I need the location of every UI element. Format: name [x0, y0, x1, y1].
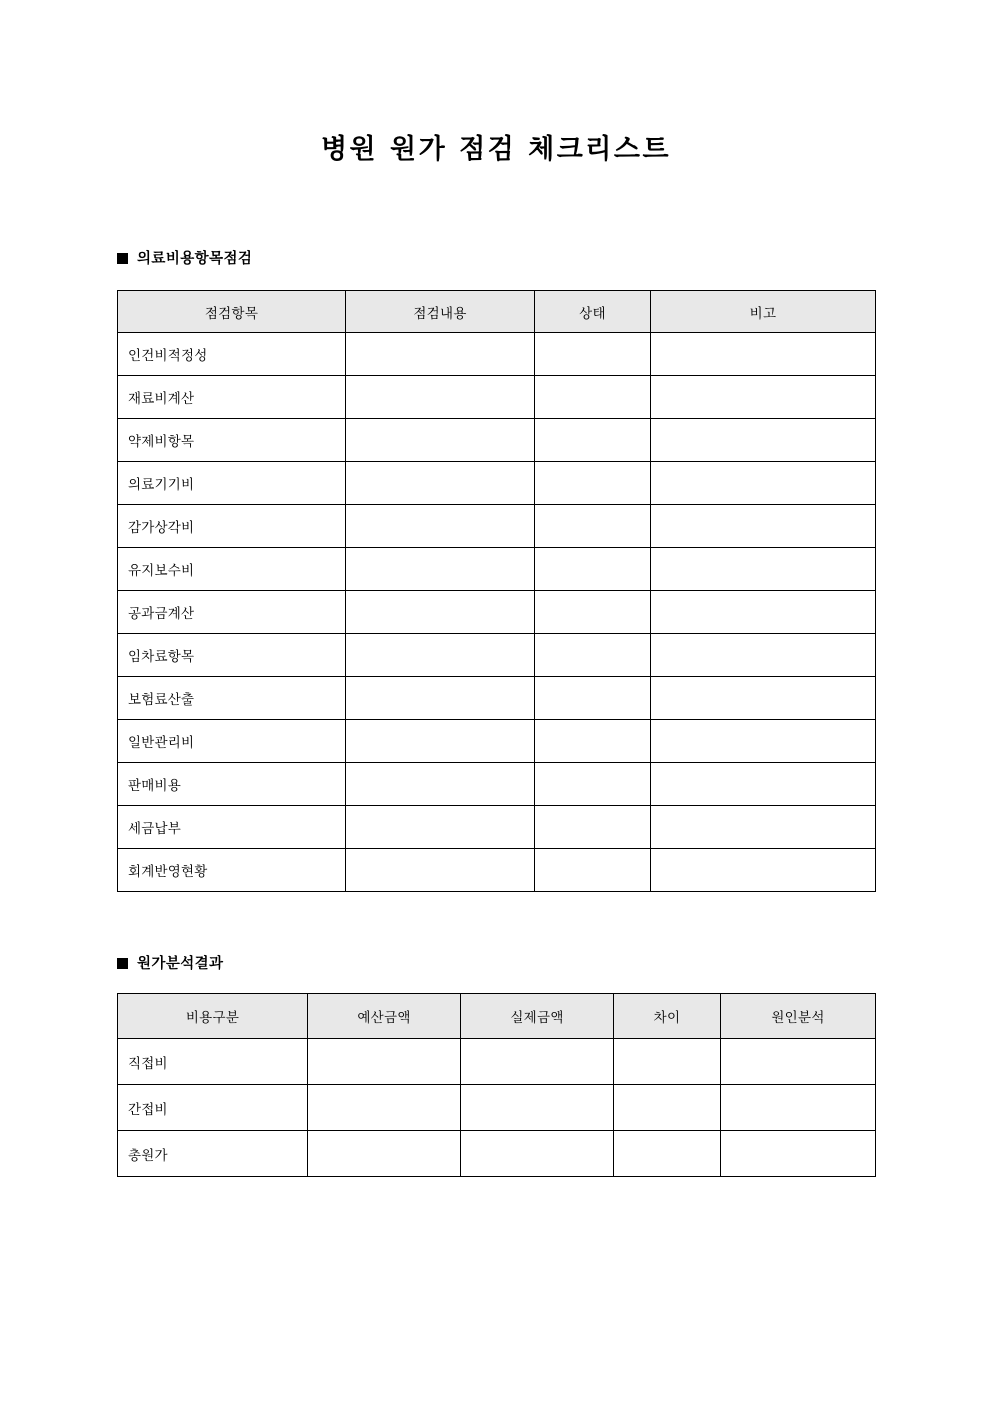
- cell-remarks[interactable]: [651, 376, 876, 419]
- cell-inspection-detail[interactable]: [346, 462, 535, 505]
- cell-budget-amount[interactable]: [308, 1085, 461, 1131]
- page-title: 병원 원가 점검 체크리스트: [320, 134, 672, 165]
- table-row: [118, 333, 876, 376]
- cell-inspection-detail[interactable]: [346, 806, 535, 849]
- section-heading-label: 의료비용항목점검: [137, 251, 253, 267]
- row-label: 직접비: [118, 1039, 308, 1085]
- cell-remarks[interactable]: [651, 763, 876, 806]
- table-row: [118, 677, 876, 720]
- table-header-row: [118, 291, 876, 333]
- cell-inspection-detail[interactable]: [346, 419, 535, 462]
- table-row: [118, 462, 876, 505]
- cell-budget-amount[interactable]: [308, 1131, 461, 1177]
- table-row: [118, 376, 876, 419]
- row-label: 약제비항목: [118, 419, 346, 462]
- table-row: [118, 505, 876, 548]
- table-row: [118, 1085, 876, 1131]
- section-heading-cost-analysis: [117, 954, 223, 975]
- cell-status[interactable]: [535, 462, 651, 505]
- row-label: 의료기기비: [118, 462, 346, 505]
- cell-actual-amount[interactable]: [461, 1131, 614, 1177]
- column-header-inspection-detail: 점검내용: [346, 291, 535, 333]
- cell-cause-analysis[interactable]: [721, 1131, 876, 1177]
- row-label: 감가상각비: [118, 505, 346, 548]
- cell-difference[interactable]: [614, 1039, 721, 1085]
- cell-remarks[interactable]: [651, 806, 876, 849]
- cost-analysis-result-table: [117, 993, 876, 1177]
- row-label: 유지보수비: [118, 548, 346, 591]
- table-row: [118, 806, 876, 849]
- cell-remarks[interactable]: [651, 720, 876, 763]
- cell-status[interactable]: [535, 376, 651, 419]
- row-label: 총원가: [118, 1131, 308, 1177]
- cell-inspection-detail[interactable]: [346, 763, 535, 806]
- column-header-budget-amount: 예산금액: [308, 994, 461, 1039]
- cell-inspection-detail[interactable]: [346, 849, 535, 892]
- column-header-difference: 차이: [614, 994, 721, 1039]
- cell-inspection-detail[interactable]: [346, 720, 535, 763]
- table-row: [118, 1039, 876, 1085]
- cell-status[interactable]: [535, 720, 651, 763]
- cell-actual-amount[interactable]: [461, 1039, 614, 1085]
- cell-inspection-detail[interactable]: [346, 505, 535, 548]
- cell-status[interactable]: [535, 806, 651, 849]
- section-heading-label: 원가분석결과: [137, 956, 224, 972]
- column-header-status: 상태: [535, 291, 651, 333]
- cell-budget-amount[interactable]: [308, 1039, 461, 1085]
- cell-remarks[interactable]: [651, 677, 876, 720]
- row-label: 회계반영현황: [118, 849, 346, 892]
- cell-status[interactable]: [535, 634, 651, 677]
- cell-cause-analysis[interactable]: [721, 1085, 876, 1131]
- cell-status[interactable]: [535, 333, 651, 376]
- table-row: [118, 419, 876, 462]
- cell-inspection-detail[interactable]: [346, 548, 535, 591]
- cell-remarks[interactable]: [651, 849, 876, 892]
- cell-inspection-detail[interactable]: [346, 677, 535, 720]
- cell-remarks[interactable]: [651, 591, 876, 634]
- cell-status[interactable]: [535, 548, 651, 591]
- column-header-inspection-item: 점검항목: [118, 291, 346, 333]
- cost-items-checklist-table: [117, 290, 876, 892]
- cell-remarks[interactable]: [651, 505, 876, 548]
- cell-difference[interactable]: [614, 1131, 721, 1177]
- cell-status[interactable]: [535, 849, 651, 892]
- row-label: 판매비용: [118, 763, 346, 806]
- table-row: [118, 763, 876, 806]
- cell-inspection-detail[interactable]: [346, 376, 535, 419]
- row-label: 임차료항목: [118, 634, 346, 677]
- cell-remarks[interactable]: [651, 634, 876, 677]
- cell-inspection-detail[interactable]: [346, 333, 535, 376]
- cell-remarks[interactable]: [651, 462, 876, 505]
- cell-status[interactable]: [535, 419, 651, 462]
- cell-status[interactable]: [535, 763, 651, 806]
- cell-remarks[interactable]: [651, 419, 876, 462]
- row-label: 보험료산출: [118, 677, 346, 720]
- cost-analysis-table-body: [118, 1039, 876, 1177]
- table-row: [118, 1131, 876, 1177]
- row-label: 재료비계산: [118, 376, 346, 419]
- section-heading-cost-items: [117, 249, 252, 270]
- black-square-bullet-icon: [117, 253, 128, 264]
- cell-remarks[interactable]: [651, 333, 876, 376]
- column-header-remarks: 비고: [651, 291, 876, 333]
- table-row: [118, 720, 876, 763]
- table-row: [118, 634, 876, 677]
- row-label: 인건비적정성: [118, 333, 346, 376]
- row-label: 세금납부: [118, 806, 346, 849]
- column-header-actual-amount: 실제금액: [461, 994, 614, 1039]
- table-row: [118, 548, 876, 591]
- cell-cause-analysis[interactable]: [721, 1039, 876, 1085]
- cell-status[interactable]: [535, 677, 651, 720]
- row-label: 간접비: [118, 1085, 308, 1131]
- cost-items-table-body: [118, 333, 876, 892]
- cell-inspection-detail[interactable]: [346, 634, 535, 677]
- cell-status[interactable]: [535, 505, 651, 548]
- cell-remarks[interactable]: [651, 548, 876, 591]
- table-header-row: [118, 994, 876, 1039]
- row-label: 일반관리비: [118, 720, 346, 763]
- cell-status[interactable]: [535, 591, 651, 634]
- table-row: [118, 849, 876, 892]
- column-header-cost-category: 비용구분: [118, 994, 308, 1039]
- cell-actual-amount[interactable]: [461, 1085, 614, 1131]
- row-label: 공과금계산: [118, 591, 346, 634]
- column-header-cause-analysis: 원인분석: [721, 994, 876, 1039]
- cell-difference[interactable]: [614, 1085, 721, 1131]
- black-square-bullet-icon: [117, 958, 128, 969]
- cell-inspection-detail[interactable]: [346, 591, 535, 634]
- table-row: [118, 591, 876, 634]
